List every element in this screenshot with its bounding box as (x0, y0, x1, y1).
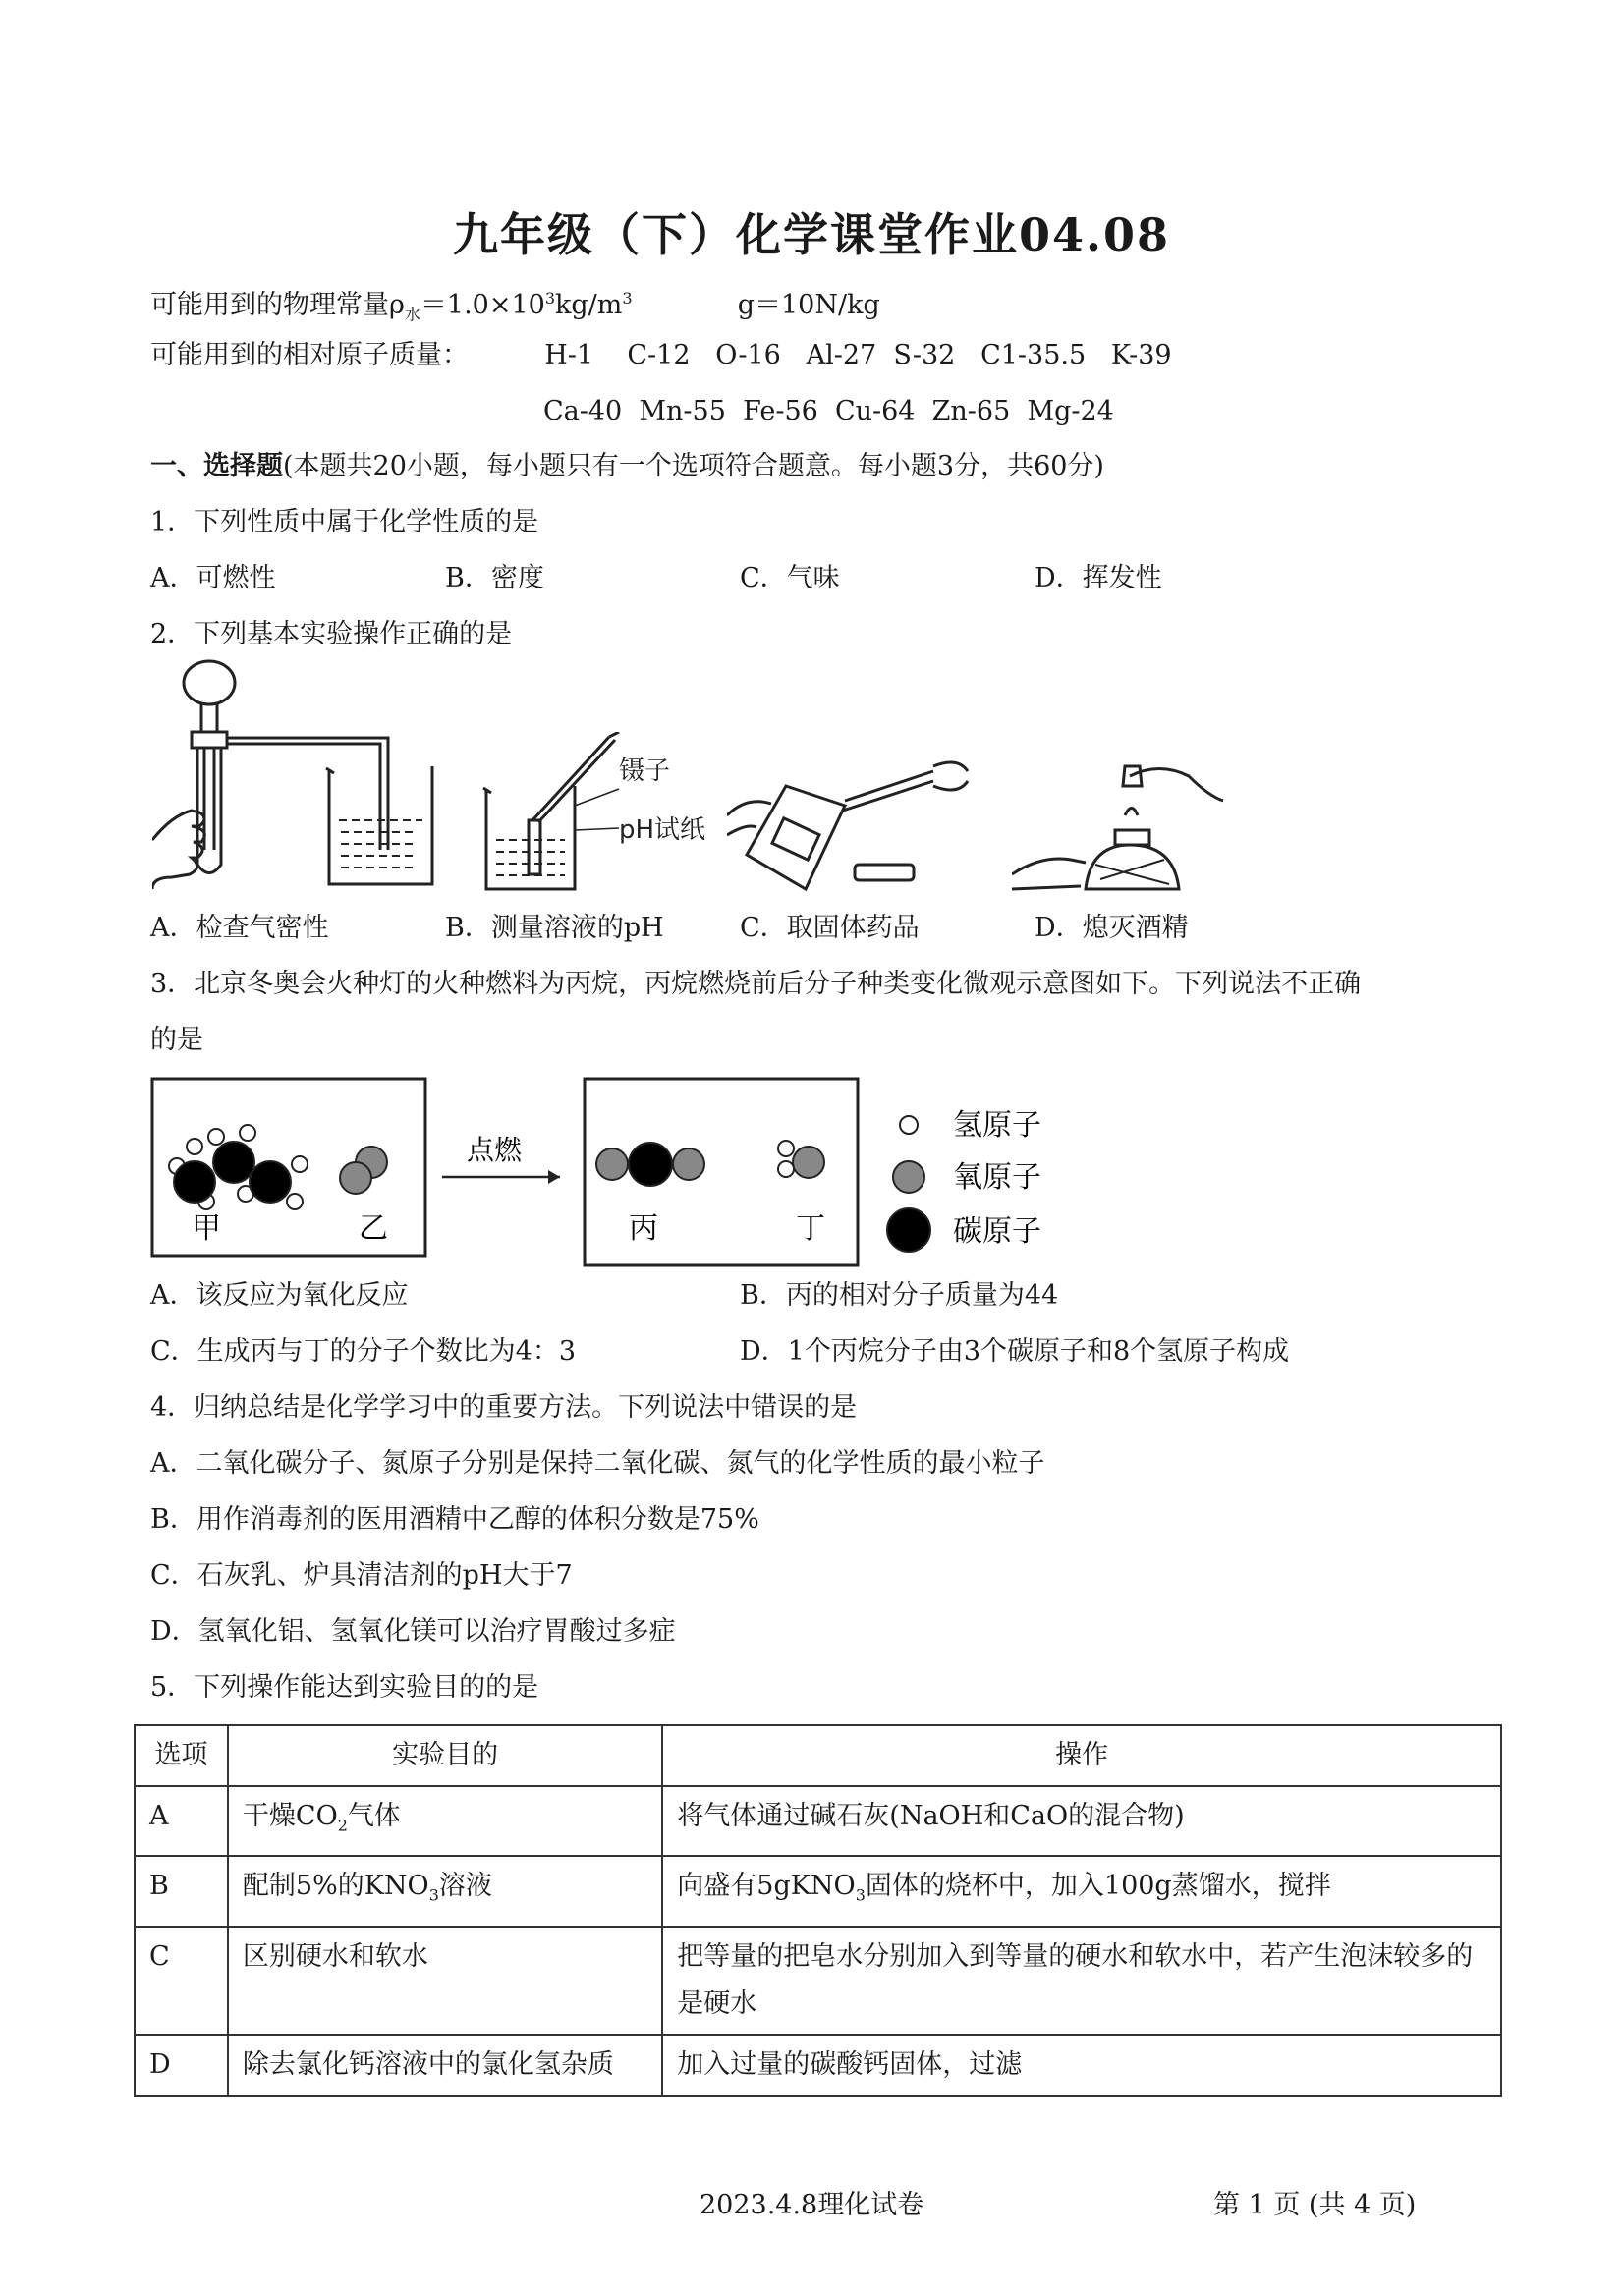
atomic-mass-line1 (150, 339, 1172, 372)
header-option: 选项 (135, 1725, 228, 1786)
atomic-mass-label: 可能用到的相对原子质量： (150, 340, 469, 370)
q5-stem: 5．下列操作能达到实验目的的是 (150, 1672, 539, 1703)
constant-value: ＝1.0×10 (420, 290, 545, 320)
constant-sub: 水 (404, 305, 420, 324)
table-row (135, 1856, 1501, 1926)
op-text: 加入过量的碳酸钙固体，过滤 (677, 2048, 1023, 2080)
q3-option-d: D．1个丙烷分子由3个碳原子和8个氢原子构成 (740, 1336, 1290, 1367)
header-operation: 操作 (662, 1725, 1501, 1786)
gravity-constant: g＝10N/kg (737, 290, 880, 320)
op-text: 把等量的把皂水分别加入到等量的硬水和软水中，若产生泡沫较多的是硬水 (677, 1940, 1474, 2019)
legend-h-label: 氢原子 (953, 1108, 1041, 1143)
row-option: C (135, 1927, 228, 2035)
figure-measure-ph (481, 732, 707, 904)
op-text: 将气体通过碱石灰(NaOH和CaO的混合物) (677, 1801, 1185, 1831)
goal-text: 除去氯化钙溶液中的氯化氢杂质 (242, 2048, 614, 2080)
table-row (135, 1786, 1501, 1856)
row-option: D (135, 2035, 228, 2096)
constant-sup: 3 (544, 289, 555, 308)
q1-option-b: B．密度 (445, 563, 544, 593)
footer-center: 2023.4.8理化试卷 (700, 2190, 924, 2220)
goal-sub: 3 (428, 1885, 439, 1905)
section1-heading (150, 450, 1104, 483)
q3-option-a: A．该反应为氧化反应 (150, 1280, 409, 1311)
q1-option-d: D．挥发性 (1035, 563, 1162, 593)
row-goal (228, 1786, 662, 1856)
op-sub: 3 (855, 1885, 866, 1905)
q5-table (134, 1724, 1502, 2097)
q3-stem-line2: 的是 (150, 1025, 203, 1055)
q2-option-c: C．取固体药品 (740, 913, 920, 943)
label-bing: 丙 (629, 1211, 658, 1246)
label-yi: 乙 (359, 1211, 388, 1246)
goal-text: 干燥CO (242, 1801, 338, 1831)
q2-stem: 2．下列基本实验操作正确的是 (150, 619, 513, 649)
atomic-mass-line2: Ca-40 Mn-55 Fe-56 Cu-64 Zn-65 Mg-24 (543, 396, 1114, 426)
row-option: B (135, 1856, 228, 1926)
op-text: 向盛有5gKNO (677, 1871, 856, 1902)
op-text-post: 固体的烧杯中，加入100g蒸馏水，搅拌 (865, 1871, 1331, 1902)
row-operation (662, 1856, 1501, 1926)
row-goal (228, 1856, 662, 1926)
reaction-diagram (147, 1076, 1061, 1272)
goal-text-post: 气体 (347, 1801, 401, 1831)
figure-extinguish-lamp (1012, 756, 1228, 904)
q4-option-a: A．二氧化碳分子、氮原子分别是保持二氧化碳、氮气的化学性质的最小粒子 (150, 1448, 1045, 1479)
constant-unit: kg/m (555, 290, 623, 320)
section1-title: 一、选择题 (150, 451, 283, 481)
q4-option-d: D．氢氧化铝、氢氧化镁可以治疗胃酸过多症 (150, 1616, 676, 1647)
row-operation (662, 1927, 1501, 2035)
header-goal: 实验目的 (228, 1725, 662, 1786)
legend-o-marker (893, 1161, 924, 1193)
q4-option-c: C．石灰乳、炉具清洁剂的pH大于7 (150, 1560, 573, 1591)
q1-option-c: C．气味 (740, 563, 840, 593)
legend-o-label: 氧原子 (953, 1160, 1041, 1195)
q2-option-d: D．熄灭酒精 (1035, 913, 1189, 943)
q1-option-a: A．可燃性 (150, 563, 276, 593)
page-title: 九年级（下）化学课堂作业04.08 (452, 208, 1171, 261)
q3-option-c: C．生成丙与丁的分子个数比为4：3 (150, 1336, 577, 1367)
label-tweezers: 镊子 (619, 756, 671, 786)
q3-stem-line1: 3．北京冬奥会火种灯的火种燃料为丙烷，丙烷燃烧前后分子种类变化微观示意图如下。下列说法不正确 (150, 969, 1362, 999)
legend-c-marker (887, 1208, 930, 1252)
goal-text: 配制5%的KNO (242, 1871, 429, 1902)
label-ph-paper: pH试纸 (619, 815, 706, 845)
physical-constants-line (150, 282, 880, 331)
label-ding: 丁 (796, 1211, 825, 1246)
table-row (135, 1927, 1501, 2035)
constant-unit-sup: 3 (622, 289, 633, 308)
arrow-head (548, 1170, 560, 1184)
goal-sub: 2 (337, 1816, 348, 1835)
figure-airtightness-check (152, 653, 457, 904)
legend-c-label: 碳原子 (953, 1214, 1041, 1249)
row-operation (662, 1786, 1501, 1856)
row-goal (228, 2035, 662, 2096)
constant-label: 可能用到的物理常量ρ (150, 290, 405, 320)
row-operation (662, 2035, 1501, 2096)
goal-text: 区别硬水和软水 (242, 1940, 428, 1972)
table-header-row (135, 1725, 1501, 1786)
q3-option-b: B．丙的相对分子质量为44 (740, 1280, 1059, 1311)
legend-h-marker (900, 1116, 918, 1134)
label-jia: 甲 (192, 1211, 221, 1246)
atomic-mass-values-1: H-1 C-12 O-16 Al-27 S-32 C1-35.5 K-39 (544, 340, 1172, 370)
row-goal (228, 1927, 662, 2035)
footer-page-number: 第 1 页 (共 4 页) (1213, 2190, 1417, 2220)
table-row (135, 2035, 1501, 2096)
figure-take-solid (727, 756, 973, 904)
q4-option-b: B．用作消毒剂的医用酒精中乙醇的体积分数是75% (150, 1504, 759, 1535)
label-ignite: 点燃 (467, 1134, 523, 1166)
goal-text-post: 溶液 (438, 1871, 492, 1902)
q2-option-b: B．测量溶液的pH (445, 913, 664, 943)
q4-stem: 4．归纳总结是化学学习中的重要方法。下列说法中错误的是 (150, 1392, 858, 1423)
q1-stem: 1．下列性质中属于化学性质的是 (150, 507, 539, 537)
section1-note: (本题共20小题，每小题只有一个选项符合题意。每小题3分，共60分) (283, 451, 1104, 481)
q2-option-a: A．检查气密性 (150, 913, 329, 943)
row-option: A (135, 1786, 228, 1856)
